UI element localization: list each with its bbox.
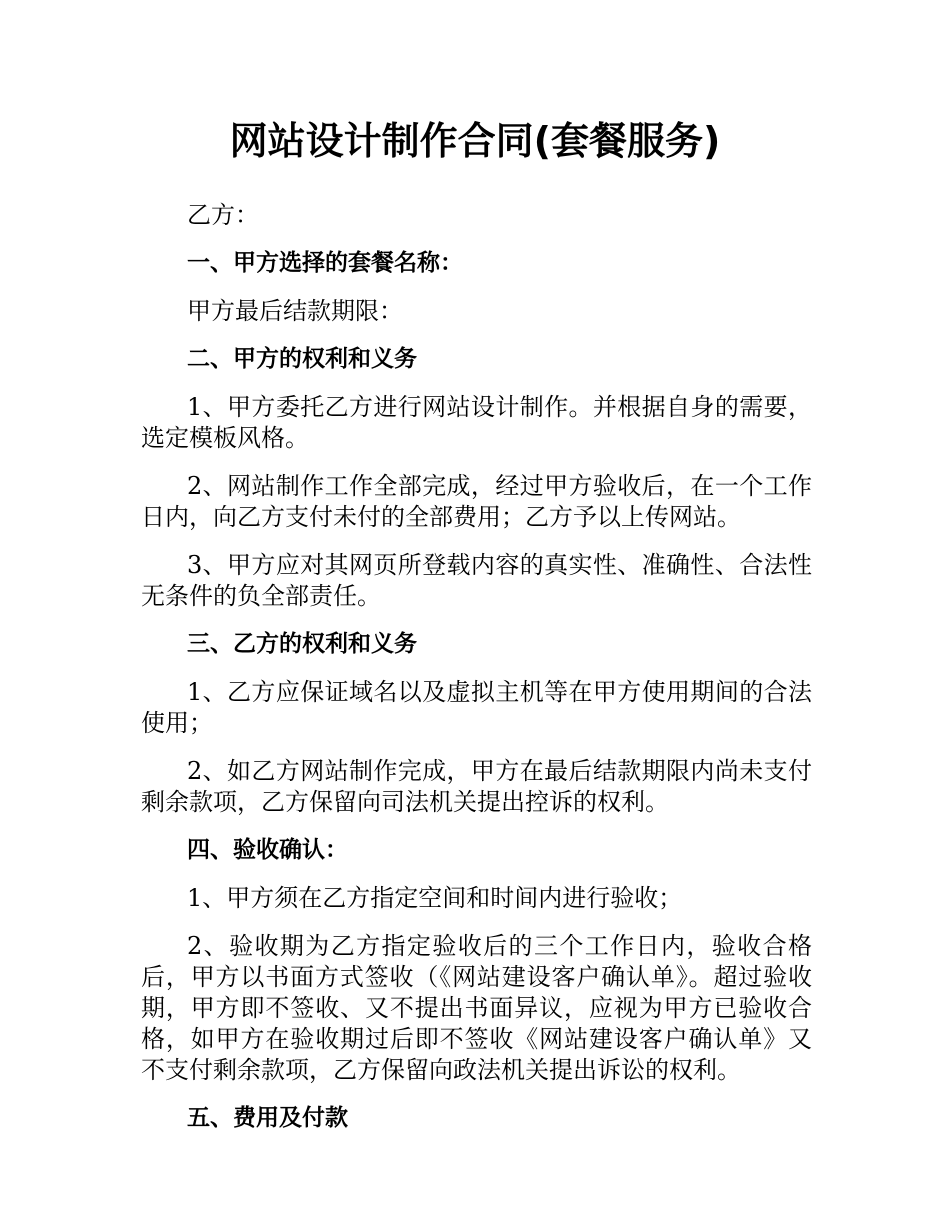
party-b-line: 乙方： bbox=[187, 201, 259, 229]
section-2-item-3: 3、甲方应对其网页所登载内容的真实性、准确性、合法性无条件的负全部责任。 bbox=[141, 551, 812, 610]
section-3-item-1: 1、乙方应保证域名以及虚拟主机等在甲方使用期间的合法使用； bbox=[141, 678, 812, 737]
section-4-item-1: 1、甲方须在乙方指定空间和时间内进行验收； bbox=[187, 884, 683, 912]
section-3-item-2: 2、如乙方网站制作完成，甲方在最后结款期限内尚未支付剩余款项，乙方保留向司法机关提出控诉的权利。 bbox=[141, 757, 812, 816]
section-3-heading: 三、乙方的权利和义务 bbox=[187, 631, 417, 657]
section-1-heading: 一、甲方选择的套餐名称： bbox=[187, 250, 463, 276]
payment-deadline-line: 甲方最后结款期限： bbox=[187, 297, 403, 325]
section-5-heading: 五、费用及付款 bbox=[187, 1105, 348, 1131]
section-4-heading: 四、验收确认： bbox=[187, 837, 348, 863]
section-2-heading: 二、甲方的权利和义务 bbox=[187, 346, 417, 372]
document-title: 网站设计制作合同(套餐服务) bbox=[229, 119, 721, 163]
document-body bbox=[141, 200, 812, 1134]
section-2-item-1: 1、甲方委托乙方进行网站设计制作。并根据自身的需要，选定模板风格。 bbox=[141, 393, 812, 452]
section-2-item-2: 2、网站制作工作全部完成，经过甲方验收后，在一个工作日内，向乙方支付未付的全部费用；乙方予以上传网站。 bbox=[141, 472, 812, 531]
section-4-item-2: 2、验收期为乙方指定验收后的三个工作日内，验收合格后，甲方以书面方式签收（《网站建设客户确认单》。超过验收期，甲方即不签收、又不提出书面异议，应视为甲方已验收合格，如甲方在验收期过后即不签收《网站建设客户确认单》又不支付剩余款项，乙方保留向政法机关提出诉讼的权利。 bbox=[141, 932, 812, 1084]
